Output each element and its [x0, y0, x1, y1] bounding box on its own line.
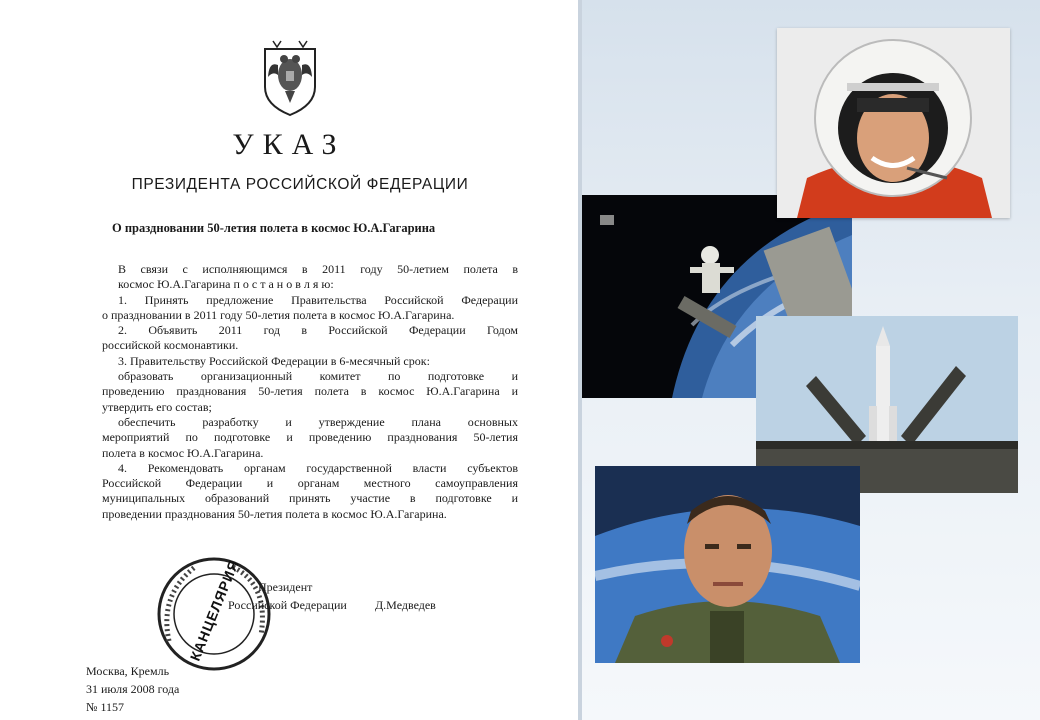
gagarin-portrait-photo	[595, 466, 860, 663]
decree-subject: О праздновании 50-летия полета в космос Ю.А.Гагарина	[112, 221, 436, 235]
signature-name: Д.Медведев	[375, 598, 436, 612]
stamp-text: КАНЦЕЛЯРИЯ	[186, 557, 242, 664]
decree-line: проведении празднования 50-летия полета в космос Ю.А.Гагарина.	[102, 506, 447, 521]
decree-title: УКАЗ	[232, 128, 346, 161]
decree-line: 3. Правительству Российской Федерации в 6-месячный срок:	[118, 353, 430, 368]
decree-line: образовать организационный комитет по подготовке и	[118, 369, 518, 384]
decree-line: полета в космос Ю.А.Гагарина.	[102, 445, 264, 460]
signature-title-line2: Российской Федерации	[228, 598, 347, 612]
signature-title-line1: Президент	[258, 580, 313, 594]
decree-place: Москва, Кремль	[86, 664, 170, 678]
decree-line: 1. Принять предложение Правительства Российской Федерации	[118, 292, 518, 307]
decree-line: Российской Федерации и органам местного самоуправления	[102, 476, 518, 491]
decree-subtitle: ПРЕЗИДЕНТА РОССИЙСКОЙ ФЕДЕРАЦИИ	[131, 176, 469, 193]
decree-body	[102, 262, 518, 522]
decree-line: муниципальных образований принять участие в подготовке и	[102, 491, 518, 506]
decree-line: 2. Объявить 2011 год в Российской Федерации Годом	[118, 323, 518, 338]
decree-line: утвердить его состав;	[102, 399, 212, 414]
official-stamp	[155, 555, 273, 673]
decree-line: космос Ю.А.Гагарина п о с т а н о в л я ю:	[118, 277, 334, 292]
decree-line: мероприятий по подготовке и проведению празднования 50-летия	[102, 430, 518, 445]
coat-of-arms-emblem	[255, 35, 325, 120]
decree-line: 4. Рекомендовать органам государственной власти субъектов	[118, 460, 518, 475]
decree-line: В связи с исполняющимся в 2011 году 50-летием полета в	[118, 262, 518, 276]
decree-line: о праздновании в 2011 году 50-летия полета в космос Ю.А.Гагарина.	[102, 307, 455, 322]
decree-date: 31 июля 2008 года	[86, 682, 180, 696]
decree-number: № 1157	[86, 700, 125, 714]
decree-line: обеспечить разработку и утверждение плана основных	[118, 414, 518, 429]
gagarin-helmet-photo	[777, 28, 1010, 218]
decree-line: проведению празднования 50-летия полета в космос Ю.А.Гагарина и	[102, 384, 518, 399]
decree-line: российской космонавтики.	[102, 338, 239, 353]
